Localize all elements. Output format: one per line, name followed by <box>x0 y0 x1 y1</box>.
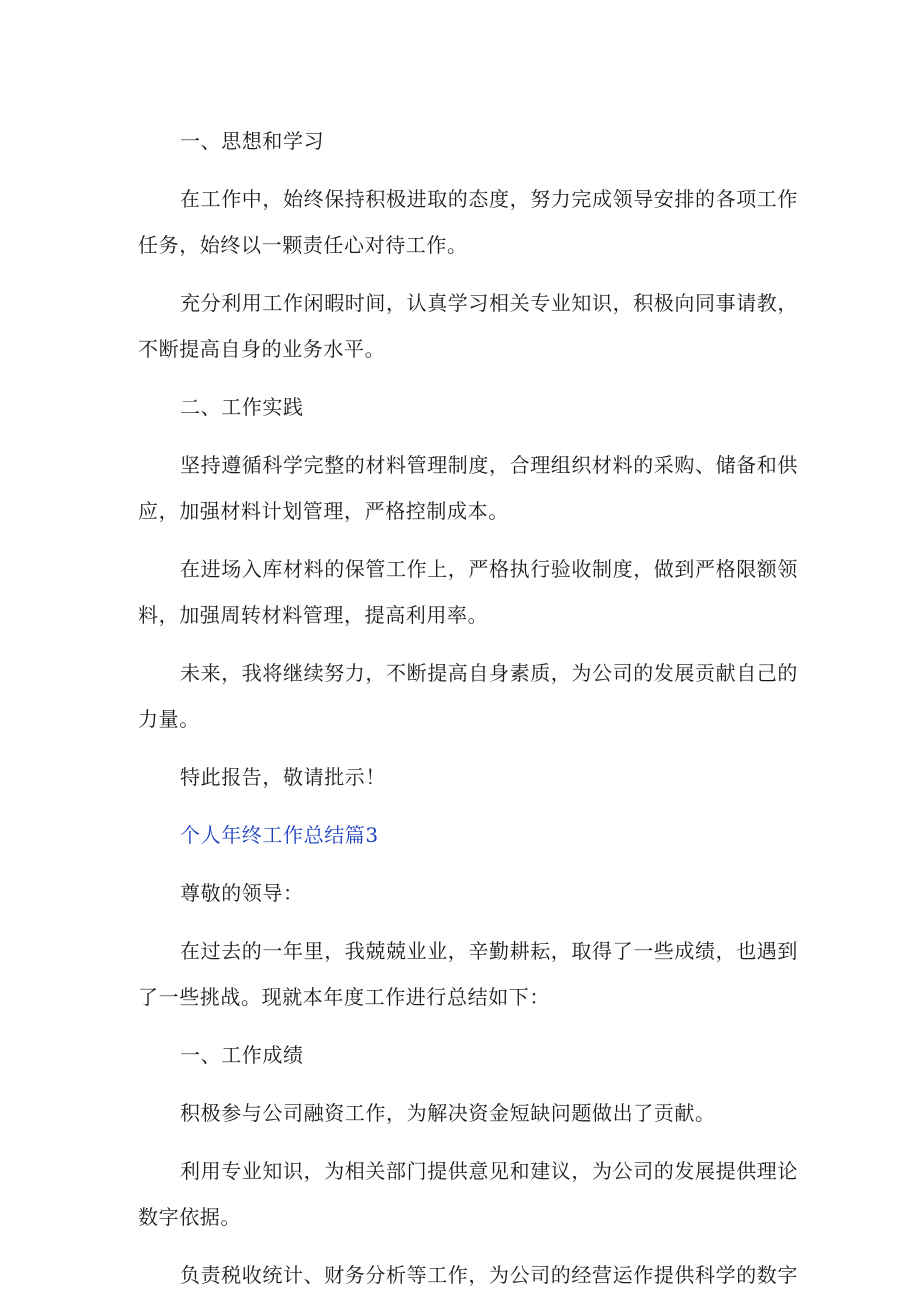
paragraph-attitude: 在工作中，始终保持积极进取的态度，努力完成领导安排的各项工作任务，始终以一颗责任心对待工作。 <box>138 187 798 257</box>
section-heading-achievements: 一、工作成绩 <box>180 1043 304 1067</box>
paragraph-material-management: 坚持遵循科学完整的材料管理制度，合理组织材料的采购、储备和供应，加强材料计划管理，严格控制成本。 <box>138 453 798 523</box>
paragraph-future: 未来，我将继续努力，不断提高自身素质，为公司的发展贡献自己的力量。 <box>138 661 798 731</box>
document-body <box>138 118 798 1310</box>
paragraph-tax-statistics: 负责税收统计、财务分析等工作，为公司的经营运作提供科学的数字 <box>180 1263 798 1287</box>
paragraph-closing: 特此报告，敬请批示！ <box>180 765 386 789</box>
section-heading-thought-study: 一、思想和学习 <box>180 129 325 153</box>
section-heading-work-practice: 二、工作实践 <box>180 395 304 419</box>
paragraph-expertise: 利用专业知识，为相关部门提供意见和建议，为公司的发展提供理论数字依据。 <box>138 1159 798 1229</box>
paragraph-financing: 积极参与公司融资工作，为解决资金短缺问题做出了贡献。 <box>180 1101 716 1125</box>
paragraph-year-overview: 在过去的一年里，我兢兢业业，辛勤耕耘，取得了一些成绩，也遇到了一些挑战。现就本年度工作进行总结如下： <box>138 939 798 1009</box>
paragraph-learning: 充分利用工作闲暇时间，认真学习相关专业知识，积极向同事请教，不断提高自身的业务水平。 <box>138 291 798 361</box>
salutation: 尊敬的领导： <box>180 881 304 905</box>
paragraph-storage: 在进场入库材料的保管工作上，严格执行验收制度，做到严格限额领料，加强周转材料管理，提高利用率。 <box>138 557 798 627</box>
summary-title-link[interactable]: 个人年终工作总结篇3 <box>180 823 379 847</box>
